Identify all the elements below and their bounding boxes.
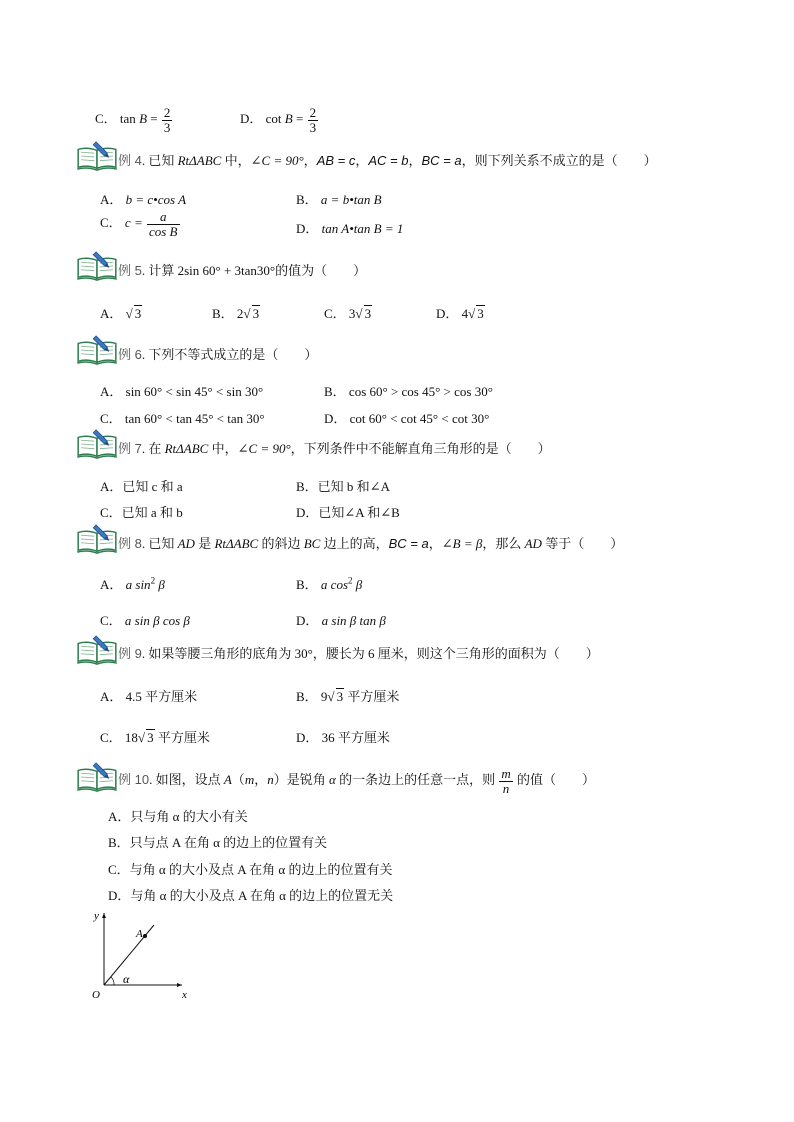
- option-text: 已知∠A 和∠B: [318, 505, 400, 520]
- q8-option-d: [296, 610, 386, 629]
- question-math: A: [223, 772, 232, 788]
- question-text: ，: [408, 153, 422, 168]
- question-8: [118, 533, 623, 552]
- q8-option-b: [296, 574, 362, 593]
- option-label: A．: [100, 192, 123, 207]
- question-text: ，那么: [482, 536, 525, 551]
- option-expr: c =: [124, 215, 143, 231]
- question-text: ，: [254, 772, 268, 788]
- option-label: A．: [100, 306, 123, 321]
- coef: 3: [348, 306, 356, 321]
- option-expr: cot 60° < cot 45° < cot 30°: [349, 411, 490, 426]
- fraction-den: n: [502, 780, 510, 796]
- question-text: 中，: [221, 153, 251, 168]
- y-axis-arrow: [102, 913, 106, 918]
- q10-option-d: D．与角 α 的大小及点 A 在角 α 的边上的位置无关: [108, 888, 394, 903]
- radicand: 3: [147, 730, 154, 745]
- option-label: D．: [296, 613, 319, 628]
- option-expr: a sin β tan β: [321, 613, 386, 628]
- q10-option-a: A．只与角 α 的大小有关: [108, 809, 248, 824]
- q4-option-d: [296, 218, 403, 237]
- q5-option-a: A． √ 3: [100, 306, 142, 321]
- option-text: 已知 b 和∠A: [317, 479, 390, 494]
- question-number: 例 4: [118, 153, 142, 168]
- option-label: B．: [296, 577, 318, 592]
- option-sup: 2: [348, 575, 353, 586]
- q8-option-c: [100, 610, 190, 629]
- option-label: A．: [100, 689, 123, 704]
- question-text: （: [231, 772, 245, 788]
- option-expr: a cos: [320, 577, 349, 592]
- q10-option-b: B．只与点 A 在角 α 的边上的位置有关: [108, 835, 328, 850]
- q5-option-c: C． 3√ 3: [324, 306, 372, 321]
- q7-option-b: [296, 476, 390, 495]
- origin-label: O: [92, 989, 100, 1001]
- fraction: [499, 767, 512, 795]
- question-math: ∠C = 90°: [250, 153, 304, 168]
- option-label: A．: [100, 479, 123, 494]
- book-pen-icon: [74, 140, 120, 172]
- coef: 9: [320, 689, 328, 704]
- question-text: 的值（ ）: [513, 772, 595, 788]
- question-6: [118, 344, 317, 363]
- angle-arc: [111, 977, 114, 985]
- book-pen-icon: [74, 634, 120, 666]
- question-text: 等于（ ）: [541, 536, 624, 551]
- question-math: BC = a: [388, 536, 429, 551]
- book-pen-icon: [74, 761, 120, 793]
- expr-eq: =: [147, 111, 158, 127]
- question-math: ∠B = β: [441, 536, 483, 551]
- option-expr: a = b•tan B: [320, 192, 382, 207]
- question-number: 例 6: [118, 347, 142, 362]
- option-label: A．: [100, 577, 123, 592]
- option-expr: β: [352, 577, 363, 592]
- radicand: 3: [477, 306, 484, 321]
- fraction-den: 3: [309, 119, 317, 135]
- question-number: 例 7: [118, 441, 142, 456]
- question-math: RtΔABC: [214, 536, 259, 551]
- question-math: n: [267, 772, 274, 788]
- option-sup: 2: [150, 575, 156, 586]
- coef: 4: [461, 306, 469, 321]
- option-label: C．: [100, 411, 122, 426]
- book-pen-icon: [74, 334, 120, 366]
- question-text: 是: [194, 536, 215, 551]
- book-pen-icon: [74, 428, 120, 460]
- question-text: ，: [428, 536, 442, 551]
- option-label: C．: [100, 505, 122, 520]
- q6-option-b: [324, 381, 493, 400]
- question-5: [118, 260, 366, 279]
- question-number: 例 9: [118, 646, 142, 661]
- option-label: B．: [296, 689, 318, 704]
- fraction: [147, 210, 180, 238]
- question-text: ，下列条件中不能解直角三角形的是（ ）: [290, 441, 551, 456]
- option-expr: a sin: [125, 577, 151, 592]
- option-label: C．: [100, 215, 122, 231]
- question-math: α: [328, 772, 336, 788]
- radicand: 3: [134, 306, 142, 321]
- question-math: BC: [303, 536, 321, 551]
- option-label: B．: [296, 479, 318, 494]
- option-label: C．: [95, 111, 117, 127]
- question-text: . 如图，设点: [149, 772, 224, 788]
- question-text: ）是锐角: [273, 772, 329, 788]
- option-label: D．: [324, 411, 347, 426]
- option-text: 4.5 平方厘米: [125, 689, 198, 704]
- question-text: . 下列不等式成立的是（ ）: [141, 347, 318, 362]
- question-number: 例 8: [118, 536, 142, 551]
- option-label: B．: [296, 192, 318, 207]
- question-math: ∠C = 90°: [237, 441, 291, 456]
- question-text: ，则下列关系不成立的是（ ）: [461, 153, 657, 168]
- option-label: D．: [296, 505, 319, 520]
- question-text: ，: [303, 153, 317, 168]
- radicand: 3: [364, 306, 372, 321]
- fraction-num: 2: [163, 105, 171, 120]
- q7-option-d: [296, 502, 400, 521]
- question-text: 中，: [208, 441, 238, 456]
- option-label: D．: [436, 306, 459, 321]
- option-text: 平方厘米: [154, 730, 210, 745]
- option-d-cotB: [240, 106, 319, 134]
- expr-text: cot: [265, 111, 282, 127]
- question-math: AD: [177, 536, 195, 551]
- fraction-num: a: [147, 210, 180, 225]
- q7-option-a: [100, 476, 183, 495]
- q9-option-b: B． 9√ 3 平方厘米: [296, 689, 400, 704]
- x-label: x: [182, 989, 187, 1001]
- expr-var: B: [284, 111, 293, 127]
- option-label: D．: [296, 730, 319, 745]
- question-text: . 在: [141, 441, 165, 456]
- radicand: 3: [252, 306, 260, 321]
- option-text: 已知 a 和 b: [121, 505, 183, 520]
- option-expr: tan 60° < tan 45° < tan 30°: [124, 411, 265, 426]
- q9-option-c: C． 18√ 3 平方厘米: [100, 730, 210, 745]
- fraction-den: cos B: [148, 223, 178, 239]
- expr-var: B: [139, 111, 148, 127]
- question-text: 的一条边上的任意一点，则: [335, 772, 499, 788]
- point-a: [143, 934, 147, 938]
- option-label: B．: [212, 306, 234, 321]
- q4-option-c: [100, 210, 181, 238]
- x-axis-arrow: [177, 983, 182, 987]
- fraction: [162, 106, 173, 134]
- question-7: [118, 438, 551, 457]
- q5-option-b: B． 2√ 3: [212, 306, 260, 321]
- q4-option-a: [100, 189, 186, 208]
- question-text: 的斜边: [258, 536, 304, 551]
- alpha-label: α: [123, 972, 130, 986]
- option-label: C．: [100, 730, 122, 745]
- option-expr: sin 60° < sin 45° < sin 30°: [125, 384, 264, 399]
- question-text: ，: [355, 153, 369, 168]
- question-math: RtΔABC: [164, 441, 209, 456]
- q5-option-d: D． 4√ 3: [436, 306, 484, 321]
- coordinate-figure: [90, 905, 200, 1005]
- question-number: 例 10: [118, 772, 150, 788]
- fraction: [308, 106, 319, 134]
- coef: 2: [236, 306, 244, 321]
- question-math: AC = b: [368, 153, 409, 168]
- book-pen-icon: [74, 250, 120, 282]
- question-10: [118, 767, 595, 795]
- question-text: . 已知: [141, 153, 178, 168]
- question-text: . 如果等腰三角形的底角为 30°，腰长为 6 厘米，则这个三角形的面积为（ ）: [141, 646, 599, 661]
- option-expr: a sin β cos β: [124, 613, 190, 628]
- q9-option-a: [100, 686, 197, 705]
- question-9: [118, 643, 599, 662]
- option-expr: β: [155, 577, 165, 592]
- point-a-label: A: [136, 928, 143, 940]
- option-text: 平方厘米: [344, 689, 400, 704]
- q10-option-c: C．与角 α 的大小及点 A 在角 α 的边上的位置有关: [108, 862, 393, 877]
- option-label: B．: [324, 384, 346, 399]
- option-text: 已知 c 和 a: [122, 479, 183, 494]
- option-label: A．: [100, 384, 123, 399]
- option-c-tanB: [95, 106, 173, 134]
- book-pen-icon: [74, 523, 120, 555]
- coef: 18: [124, 730, 138, 745]
- q7-option-c: [100, 502, 183, 521]
- q6-option-c: [100, 408, 265, 427]
- fraction-num: m: [501, 766, 511, 781]
- option-expr: cos 60° > cos 45° > cos 30°: [348, 384, 493, 399]
- option-label: C．: [100, 613, 122, 628]
- option-label: D．: [296, 221, 319, 236]
- option-expr: b = c•cos A: [125, 192, 187, 207]
- expr-text: tan: [119, 111, 136, 127]
- question-math: RtΔABC: [177, 153, 222, 168]
- q6-option-d: [324, 408, 489, 427]
- question-math: BC = a: [421, 153, 462, 168]
- option-label: D．: [240, 111, 263, 127]
- radicand: 3: [336, 689, 344, 704]
- q9-option-d: [296, 727, 390, 746]
- expr-eq: =: [292, 111, 304, 127]
- option-label: C．: [324, 306, 346, 321]
- option-expr: tan A•tan B = 1: [321, 221, 404, 236]
- question-text: . 已知: [141, 536, 178, 551]
- question-math: AB = c: [316, 153, 356, 168]
- option-text: 36 平方厘米: [321, 730, 390, 745]
- question-math: m: [244, 772, 255, 788]
- fraction-den: 3: [163, 119, 171, 135]
- y-label: y: [94, 910, 99, 922]
- question-math: AD: [524, 536, 542, 551]
- q8-option-a: [100, 574, 165, 593]
- question-4: [118, 150, 657, 169]
- q6-option-a: [100, 381, 263, 400]
- q4-option-b: [296, 189, 382, 208]
- fraction-num: 2: [309, 105, 317, 120]
- question-number: 例 5: [118, 263, 142, 278]
- question-text: 边上的高，: [320, 536, 389, 551]
- question-text: . 计算 2sin 60° + 3tan30°的值为（ ）: [141, 263, 367, 278]
